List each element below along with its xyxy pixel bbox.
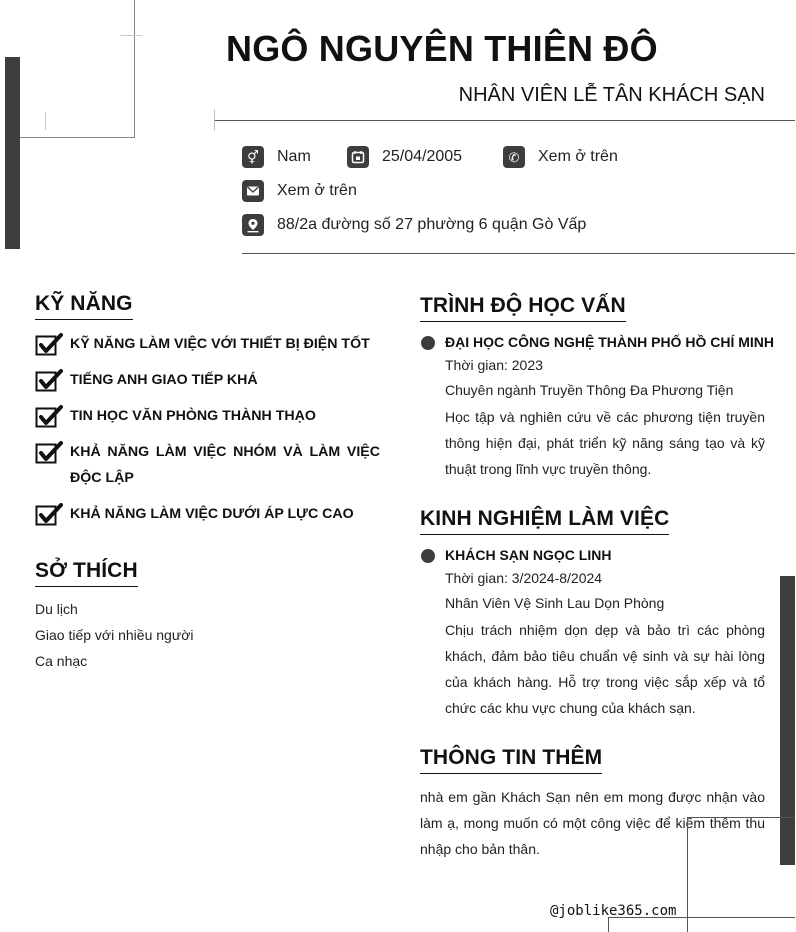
skill-label: TIẾNG ANH GIAO TIẾP KHÁ — [70, 372, 258, 388]
candidate-name: NGÔ NGUYÊN THIÊN ĐÔ — [226, 28, 658, 69]
header-divider — [215, 120, 795, 121]
extra-info-title: THÔNG TIN THÊM — [420, 746, 602, 774]
checkbox-icon — [35, 405, 63, 429]
skills-title: KỸ NĂNG — [35, 292, 133, 320]
decorative-line — [608, 917, 609, 932]
calendar-icon — [347, 146, 369, 168]
checkbox-icon — [35, 503, 63, 527]
skill-item — [35, 441, 380, 491]
info-birthdate — [347, 146, 462, 168]
gender-icon: ⚥ — [242, 146, 264, 168]
skill-item — [35, 405, 380, 429]
address-value: 88/2a đường số 27 phường 6 quận Gò Vấp — [277, 216, 587, 233]
skill-label: TIN HỌC VĂN PHÒNG THÀNH THẠO — [70, 408, 316, 424]
decorative-line — [45, 112, 46, 130]
info-email — [242, 180, 357, 202]
decorative-line — [687, 917, 688, 932]
school-name: ĐẠI HỌC CÔNG NGHỆ THÀNH PHỐ HỒ CHÍ MINH — [445, 334, 774, 350]
experience-position: Nhân Viên Vệ Sinh Lau Dọn Phòng — [445, 595, 665, 611]
email-value: Xem ở trên — [277, 182, 357, 199]
skill-item — [35, 369, 380, 393]
phone-value: Xem ở trên — [538, 148, 618, 165]
skill-item — [35, 333, 380, 357]
skill-label: KHẢ NĂNG LÀM VIỆC DƯỚI ÁP LỰC CAO — [70, 506, 354, 522]
gender-value: Nam — [277, 148, 311, 165]
skill-item — [35, 503, 380, 527]
decorative-bar-left — [5, 57, 20, 249]
education-major: Chuyên ngành Truyền Thông Đa Phương Tiện — [445, 382, 734, 398]
hobby-item: Ca nhạc — [35, 653, 88, 669]
info-divider — [242, 253, 795, 254]
education-title: TRÌNH ĐỘ HỌC VẤN — [420, 294, 626, 322]
education-description: Học tập và nghiên cứu về các phương tiện truyền thông hiện đại, phát triển kỹ năng sáng tạo và kỹ thuật trong lĩnh vực truyền thông. — [445, 409, 765, 477]
experience-description: Chịu trách nhiệm dọn dẹp và bảo trì các phòng khách, đảm bảo tiêu chuẩn vệ sinh và sự hài lòng của khách hàng. Hỗ trợ trong việc sắp xếp và tổ chức các khu vực chung của khách sạn. — [445, 622, 765, 716]
bullet-dot — [421, 336, 435, 350]
decorative-frame — [687, 817, 795, 918]
info-phone — [503, 146, 618, 168]
location-icon — [242, 214, 264, 236]
checkbox-icon — [35, 333, 63, 357]
job-title: NHÂN VIÊN LỄ TÂN KHÁCH SẠN — [458, 84, 765, 106]
checkbox-icon — [35, 441, 63, 465]
photo-frame — [20, 0, 135, 138]
extra-info-text: nhà em gần Khách Sạn nên em mong được nhận vào làm ạ, mong muốn có một công việc để kiếm thêm thu nhập cho bản thân. — [420, 789, 765, 857]
info-gender — [242, 146, 311, 168]
email-icon — [242, 180, 264, 202]
watermark: @joblike365.com — [550, 903, 677, 919]
checkbox-icon — [35, 369, 63, 393]
birthdate-value: 25/04/2005 — [382, 148, 463, 165]
experience-title: KINH NGHIỆM LÀM VIỆC — [420, 507, 669, 535]
hobby-item: Giao tiếp với nhiều người — [35, 627, 194, 643]
decorative-line — [120, 35, 142, 36]
hobby-item: Du lịch — [35, 601, 78, 617]
hobbies-title: SỞ THÍCH — [35, 559, 138, 587]
phone-icon: ✆ — [503, 146, 525, 168]
company-name: KHÁCH SẠN NGỌC LINH — [445, 547, 612, 563]
experience-time: Thời gian: 3/2024-8/2024 — [445, 570, 603, 586]
skill-label: KHẢ NĂNG LÀM VIỆC NHÓM VÀ LÀM VIỆC ĐỘC LẬP — [70, 444, 380, 486]
skill-label: KỸ NĂNG LÀM VIỆC VỚI THIẾT BỊ ĐIỆN TỐT — [70, 336, 370, 352]
education-time: Thời gian: 2023 — [445, 357, 543, 373]
info-address — [242, 214, 586, 236]
bullet-dot — [421, 549, 435, 563]
